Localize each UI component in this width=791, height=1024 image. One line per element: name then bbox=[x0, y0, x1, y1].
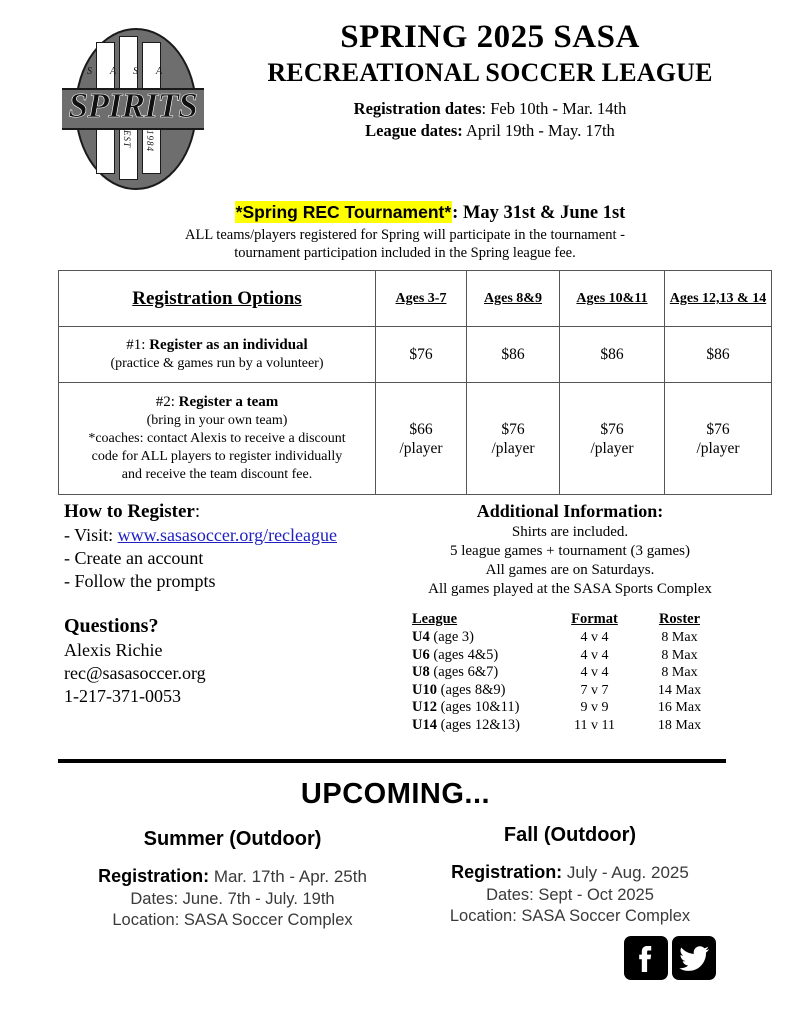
price-value: $86 bbox=[600, 346, 624, 363]
logo-stripe bbox=[119, 36, 138, 90]
tournament-highlight-text: *Spring REC Tournament* bbox=[235, 202, 452, 222]
league-cell bbox=[412, 629, 552, 647]
table-row bbox=[59, 383, 772, 495]
contact-name: Alexis Richie bbox=[64, 640, 163, 660]
price-cell bbox=[376, 383, 467, 495]
season-dates: Dates: June. 7th - July. 19th bbox=[130, 890, 335, 908]
logo-est-text: EST bbox=[122, 130, 132, 149]
table-row bbox=[412, 699, 722, 717]
logo-letter-s1: S bbox=[87, 66, 92, 77]
table-row bbox=[412, 629, 722, 647]
price-cell bbox=[665, 327, 772, 383]
logo-year-text: 1984 bbox=[145, 130, 155, 152]
roster-cell: 14 Max bbox=[657, 682, 702, 698]
league-age-group: U10 bbox=[412, 681, 437, 698]
season-location: Location: SASA Soccer Complex bbox=[112, 911, 353, 929]
format-cell: 7 v 7 bbox=[580, 682, 609, 698]
roster-cell: 16 Max bbox=[657, 700, 702, 715]
season-registration-value: July - Aug. 2025 bbox=[562, 863, 689, 882]
price-cell bbox=[560, 383, 665, 495]
roster-cell: 8 Max bbox=[661, 665, 698, 680]
logo-letter-a2: A bbox=[156, 66, 163, 77]
option-cell bbox=[59, 327, 376, 383]
registration-options-table bbox=[58, 270, 772, 495]
logo-wordmark: SPIRITS bbox=[68, 86, 198, 125]
contact-phone[interactable]: 1-217-371-0053 bbox=[64, 686, 181, 706]
league-age-group: U8 bbox=[412, 664, 430, 680]
header bbox=[0, 18, 791, 261]
price-cell bbox=[665, 383, 772, 495]
registration-dates bbox=[210, 98, 770, 120]
upcoming-season-summer bbox=[60, 826, 405, 931]
upcoming-heading: UPCOMING... bbox=[300, 778, 491, 810]
header-cell-age-3 bbox=[665, 271, 772, 327]
league-age-group: U12 bbox=[412, 699, 437, 715]
league-age-group: U4 bbox=[412, 629, 430, 645]
price-cell bbox=[467, 327, 560, 383]
price-value: $76 bbox=[706, 420, 730, 438]
league-age-range: (age 3) bbox=[429, 629, 475, 645]
header-cell-options bbox=[59, 271, 376, 327]
logo-stripe bbox=[96, 126, 115, 174]
season-registration bbox=[410, 860, 730, 885]
how-to-register-title-text: How to Register bbox=[64, 501, 195, 522]
header-cell-age-0 bbox=[376, 271, 467, 327]
option-number: #2: bbox=[155, 394, 175, 410]
price-value: $86 bbox=[706, 346, 730, 363]
table-row bbox=[412, 717, 722, 735]
price-cell bbox=[560, 327, 665, 383]
visit-prefix: - Visit: bbox=[64, 525, 118, 545]
roster-cell: 18 Max bbox=[657, 717, 702, 733]
facebook-icon[interactable] bbox=[624, 936, 668, 980]
price-value: $86 bbox=[501, 346, 525, 363]
page-title-line2: RECREATIONAL SOCCER LEAGUE bbox=[267, 58, 713, 87]
season-registration-label: Registration: bbox=[98, 866, 210, 886]
league-age-range: (ages 8&9) bbox=[436, 681, 506, 698]
recleague-link[interactable]: www.sasasoccer.org/recleague bbox=[117, 525, 338, 545]
price-value: $76 bbox=[501, 420, 525, 438]
sasa-spirits-logo bbox=[62, 24, 204, 192]
price-cell bbox=[376, 327, 467, 383]
format-cell: 4 v 4 bbox=[580, 630, 609, 645]
league-age-group: U6 bbox=[412, 646, 430, 663]
season-location: Location: SASA Soccer Complex bbox=[449, 907, 691, 925]
header-age-label: Ages 8&9 bbox=[484, 291, 542, 306]
option-title bbox=[63, 393, 371, 412]
header-cell-age-1 bbox=[467, 271, 560, 327]
additional-info-title: Additional Information: bbox=[476, 501, 664, 521]
option-title bbox=[63, 336, 371, 355]
league-cell bbox=[412, 717, 552, 735]
season-name: Fall (Outdoor) bbox=[503, 824, 637, 846]
tournament-note-line2: tournament participation included in the Spring league fee. bbox=[234, 245, 576, 261]
table-row bbox=[412, 647, 722, 665]
league-age-range: (ages 6&7) bbox=[429, 664, 499, 680]
season-name: Summer (Outdoor) bbox=[143, 828, 322, 850]
how-to-register-step: - Follow the prompts bbox=[64, 571, 216, 591]
registration-dates-value: : Feb 10th - Mar. 14th bbox=[481, 99, 627, 118]
option-subtext: and receive the team discount fee. bbox=[121, 467, 313, 482]
league-header-label: League bbox=[412, 611, 458, 627]
roster-cell: 8 Max bbox=[661, 647, 698, 663]
league-age-range: (ages 12&13) bbox=[436, 716, 520, 733]
registration-dates-label: Registration dates bbox=[353, 99, 482, 118]
option-name: Register as an individual bbox=[145, 337, 308, 353]
league-cell bbox=[412, 647, 552, 665]
how-to-register-section bbox=[64, 500, 404, 708]
table-row bbox=[59, 327, 772, 383]
season-registration-label: Registration: bbox=[451, 862, 563, 882]
how-to-register-title bbox=[64, 500, 404, 524]
header-cell-age-2 bbox=[560, 271, 665, 327]
league-cell bbox=[412, 664, 552, 682]
price-unit: /player bbox=[696, 439, 740, 457]
header-age-label: Ages 10&11 bbox=[576, 291, 648, 306]
tournament-note-line1: ALL teams/players registered for Spring will participate in the tournament - bbox=[185, 227, 625, 243]
additional-info-line: All games played at the SASA Sports Complex bbox=[428, 581, 712, 597]
league-dates bbox=[210, 120, 770, 142]
page-title-line1: SPRING 2025 SASA bbox=[340, 19, 640, 55]
season-dates: Dates: Sept - Oct 2025 bbox=[486, 886, 654, 904]
tournament-headline bbox=[130, 200, 730, 226]
format-cell: 4 v 4 bbox=[580, 647, 609, 663]
league-age-group: U14 bbox=[412, 716, 437, 733]
format-cell: 11 v 11 bbox=[574, 717, 615, 733]
roster-cell: 8 Max bbox=[661, 630, 698, 645]
additional-information-section bbox=[400, 500, 740, 599]
format-header-label: Format bbox=[571, 611, 618, 627]
option-cell bbox=[59, 383, 376, 495]
price-value: $76 bbox=[409, 346, 433, 363]
header-options-label: Registration Options bbox=[132, 287, 302, 309]
section-divider bbox=[58, 759, 726, 763]
format-cell: 4 v 4 bbox=[580, 665, 609, 680]
season-registration bbox=[60, 864, 405, 889]
option-subtext: code for ALL players to register individually bbox=[91, 449, 343, 464]
price-value: $66 bbox=[409, 420, 433, 438]
header-age-label: Ages 12,13 & 14 bbox=[669, 291, 767, 306]
price-unit: /player bbox=[491, 439, 535, 457]
title-block bbox=[210, 18, 770, 142]
league-age-range: (ages 4&5) bbox=[429, 646, 499, 663]
additional-info-line: All games are on Saturdays. bbox=[485, 562, 655, 578]
league-age-range: (ages 10&11) bbox=[436, 699, 520, 715]
table-header-row bbox=[59, 271, 772, 327]
league-format-table bbox=[412, 610, 722, 734]
twitter-icon[interactable] bbox=[672, 936, 716, 980]
option-subtext: (bring in your own team) bbox=[146, 413, 288, 428]
option-subtext: *coaches: contact Alexis to receive a discount bbox=[88, 431, 346, 446]
how-to-register-visit bbox=[64, 524, 404, 547]
roster-header-label: Roster bbox=[658, 611, 701, 627]
league-cell bbox=[412, 682, 552, 700]
table-row bbox=[412, 664, 722, 682]
how-to-register-title-colon: : bbox=[194, 501, 201, 522]
league-cell bbox=[412, 699, 552, 717]
league-header-cell bbox=[412, 610, 552, 629]
option-subtext: (practice & games run by a volunteer) bbox=[110, 356, 324, 371]
logo-letter-a1: A bbox=[110, 66, 117, 77]
questions-title: Questions? bbox=[64, 615, 159, 637]
additional-info-line: 5 league games + tournament (3 games) bbox=[449, 543, 691, 559]
format-cell: 9 v 9 bbox=[580, 700, 609, 715]
upcoming-season-fall bbox=[410, 822, 730, 927]
table-row bbox=[412, 682, 722, 700]
tournament-note bbox=[95, 226, 715, 262]
league-dates-label: League dates: bbox=[365, 121, 463, 140]
season-registration-value: Mar. 17th - Apr. 25th bbox=[209, 867, 367, 886]
how-to-register-step: - Create an account bbox=[64, 548, 204, 568]
price-value: $76 bbox=[600, 420, 624, 438]
price-unit: /player bbox=[399, 439, 443, 457]
option-name: Register a team bbox=[174, 394, 279, 410]
logo-letter-s2: S bbox=[133, 66, 138, 77]
contact-email[interactable]: rec@sasasoccer.org bbox=[64, 663, 206, 683]
header-age-label: Ages 3-7 bbox=[395, 291, 447, 306]
format-header-cell bbox=[552, 610, 637, 629]
tournament-dates-text: : May 31st & June 1st bbox=[452, 203, 626, 223]
option-number: #1: bbox=[126, 337, 146, 353]
price-cell bbox=[467, 383, 560, 495]
additional-info-line: Shirts are included. bbox=[511, 524, 629, 540]
league-table-header-row bbox=[412, 610, 722, 629]
price-unit: /player bbox=[590, 439, 634, 457]
social-links bbox=[624, 936, 716, 980]
league-dates-value: April 19th - May. 17th bbox=[462, 121, 615, 140]
roster-header-cell bbox=[637, 610, 722, 629]
